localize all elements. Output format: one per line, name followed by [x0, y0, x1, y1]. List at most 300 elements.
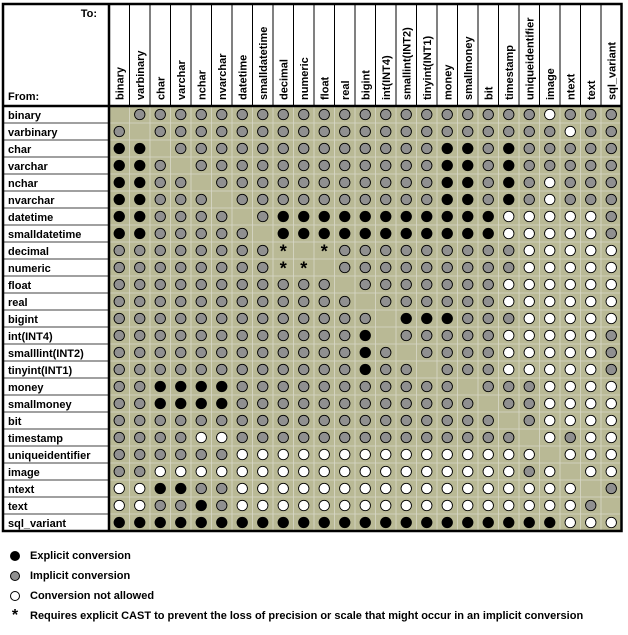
circle-icon: [8, 569, 22, 583]
implicit-conversion-dot: [114, 415, 124, 425]
row-label: sql_variant: [8, 518, 67, 530]
conversion-not-allowed-dot: [463, 449, 473, 459]
legend-label: Conversion not allowed: [30, 590, 155, 602]
conversion-not-allowed-dot: [504, 211, 514, 221]
explicit-conversion-dot: [217, 398, 227, 408]
implicit-conversion-dot: [217, 330, 227, 340]
implicit-conversion-dot: [319, 313, 329, 323]
explicit-conversion-dot: [135, 228, 145, 238]
conversion-not-allowed-dot: [606, 296, 616, 306]
explicit-conversion-dot: [483, 228, 493, 238]
implicit-conversion-dot: [545, 143, 555, 153]
implicit-conversion-dot: [217, 177, 227, 187]
conversion-not-allowed-dot: [524, 296, 534, 306]
implicit-conversion-dot: [114, 466, 124, 476]
column-header-label: smallint(INT2): [401, 27, 414, 100]
conversion-not-allowed-dot: [422, 500, 432, 510]
implicit-conversion-dot: [176, 177, 186, 187]
explicit-conversion-dot: [463, 194, 473, 204]
implicit-conversion-dot: [463, 313, 473, 323]
implicit-conversion-dot: [196, 279, 206, 289]
row-label: ntext: [8, 484, 35, 496]
conversion-not-allowed-dot: [401, 466, 411, 476]
implicit-conversion-dot: [442, 109, 452, 119]
implicit-conversion-dot: [442, 262, 452, 272]
star-symbol: *: [11, 607, 19, 624]
explicit-conversion-dot: [545, 517, 555, 527]
explicit-conversion-dot: [114, 160, 124, 170]
conversion-not-allowed-dot: [442, 483, 452, 493]
implicit-conversion-dot: [217, 160, 227, 170]
explicit-conversion-dot: [381, 517, 391, 527]
implicit-conversion-dot: [319, 279, 329, 289]
implicit-conversion-dot: [217, 483, 227, 493]
implicit-conversion-dot: [381, 262, 391, 272]
explicit-conversion-dot: [422, 228, 432, 238]
implicit-conversion-dot: [401, 143, 411, 153]
explicit-conversion-dot: [360, 364, 370, 374]
implicit-conversion-dot: [545, 160, 555, 170]
conversion-not-allowed-dot: [586, 313, 596, 323]
implicit-conversion-dot: [176, 245, 186, 255]
implicit-conversion-dot: [237, 381, 247, 391]
conversion-not-allowed-dot: [155, 466, 165, 476]
explicit-conversion-dot: [401, 517, 411, 527]
row-label: text: [8, 501, 28, 513]
implicit-conversion-dot: [196, 143, 206, 153]
conversion-not-allowed-dot: [586, 296, 596, 306]
implicit-conversion-dot: [524, 160, 534, 170]
conversion-not-allowed-dot: [606, 245, 616, 255]
implicit-conversion-dot: [381, 245, 391, 255]
explicit-conversion-dot: [155, 517, 165, 527]
implicit-conversion-dot: [135, 347, 145, 357]
explicit-cast-star: *: [279, 258, 287, 279]
implicit-conversion-dot: [463, 126, 473, 136]
implicit-conversion-dot: [422, 432, 432, 442]
implicit-conversion-dot: [176, 262, 186, 272]
column-header-label: bit: [483, 86, 496, 100]
explicit-conversion-dot: [176, 517, 186, 527]
conversion-not-allowed-dot: [545, 245, 555, 255]
conversion-not-allowed-dot: [606, 313, 616, 323]
conversion-not-allowed-dot: [504, 279, 514, 289]
implicit-conversion-dot: [340, 432, 350, 442]
conversion-not-allowed-dot: [586, 364, 596, 374]
implicit-conversion-dot: [155, 228, 165, 238]
column-header-label: float: [319, 76, 332, 100]
explicit-conversion-dot: [299, 228, 309, 238]
row-label: int(INT4): [8, 331, 53, 343]
implicit-conversion-dot: [463, 296, 473, 306]
implicit-conversion-dot: [319, 296, 329, 306]
implicit-conversion-dot: [155, 364, 165, 374]
implicit-conversion-dot: [237, 109, 247, 119]
implicit-conversion-dot: [258, 347, 268, 357]
conversion-not-allowed-dot: [360, 449, 370, 459]
conversion-not-allowed-dot: [545, 279, 555, 289]
conversion-not-allowed-dot: [463, 500, 473, 510]
implicit-conversion-dot: [606, 364, 616, 374]
row-label: real: [8, 297, 28, 309]
explicit-conversion-dot: [114, 194, 124, 204]
implicit-conversion-dot: [176, 296, 186, 306]
conversion-not-allowed-dot: [606, 449, 616, 459]
implicit-conversion-dot: [606, 211, 616, 221]
implicit-conversion-dot: [176, 211, 186, 221]
implicit-conversion-dot: [237, 279, 247, 289]
implicit-conversion-dot: [319, 126, 329, 136]
implicit-conversion-dot: [401, 432, 411, 442]
explicit-conversion-dot: [442, 211, 452, 221]
conversion-not-allowed-dot: [524, 347, 534, 357]
implicit-conversion-dot: [422, 245, 432, 255]
row-label: tinyint(INT1): [8, 365, 73, 377]
conversion-not-allowed-dot: [545, 415, 555, 425]
implicit-conversion-dot: [176, 126, 186, 136]
explicit-conversion-dot: [422, 313, 432, 323]
implicit-conversion-dot: [217, 126, 227, 136]
column-header-label: numeric: [298, 57, 311, 100]
implicit-conversion-dot: [196, 296, 206, 306]
implicit-conversion-dot: [586, 500, 596, 510]
implicit-conversion-dot: [278, 364, 288, 374]
explicit-conversion-dot: [176, 398, 186, 408]
implicit-conversion-dot: [196, 330, 206, 340]
implicit-conversion-dot: [340, 160, 350, 170]
row-label: smalllint(INT2): [8, 348, 84, 360]
implicit-conversion-dot: [258, 211, 268, 221]
implicit-conversion-dot: [381, 279, 391, 289]
explicit-conversion-dot: [114, 143, 124, 153]
implicit-conversion-dot: [135, 245, 145, 255]
conversion-not-allowed-dot: [463, 483, 473, 493]
explicit-conversion-dot: [176, 381, 186, 391]
implicit-conversion-dot: [340, 109, 350, 119]
implicit-conversion-dot: [381, 177, 391, 187]
implicit-conversion-dot: [524, 194, 534, 204]
implicit-conversion-dot: [176, 279, 186, 289]
implicit-conversion-dot: [258, 381, 268, 391]
explicit-conversion-dot: [504, 160, 514, 170]
implicit-conversion-dot: [606, 109, 616, 119]
explicit-conversion-dot: [463, 228, 473, 238]
conversion-not-allowed-dot: [360, 466, 370, 476]
conversion-not-allowed-dot: [381, 466, 391, 476]
conversion-not-allowed-dot: [586, 432, 596, 442]
column-header-label: text: [585, 80, 598, 100]
row-label: bigint: [8, 314, 38, 326]
explicit-conversion-dot: [155, 381, 165, 391]
conversion-not-allowed-dot: [278, 483, 288, 493]
explicit-conversion-dot: [135, 177, 145, 187]
implicit-conversion-dot: [340, 330, 350, 340]
implicit-conversion-dot: [299, 279, 309, 289]
conversion-not-allowed-dot: [565, 228, 575, 238]
implicit-conversion-dot: [524, 126, 534, 136]
implicit-conversion-dot: [299, 109, 309, 119]
column-header-label: sql_variant: [606, 41, 619, 100]
implicit-conversion-dot: [340, 381, 350, 391]
row-label: uniqueidentifier: [8, 450, 91, 462]
conversion-not-allowed-dot: [524, 228, 534, 238]
implicit-conversion-dot: [524, 109, 534, 119]
implicit-conversion-dot: [442, 398, 452, 408]
explicit-cast-star: *: [320, 241, 328, 262]
conversion-not-allowed-dot: [606, 262, 616, 272]
implicit-conversion-dot: [217, 313, 227, 323]
implicit-conversion-dot: [155, 415, 165, 425]
implicit-conversion-dot: [114, 245, 124, 255]
conversion-not-allowed-dot: [545, 313, 555, 323]
implicit-conversion-dot: [196, 211, 206, 221]
conversion-not-allowed-dot: [258, 500, 268, 510]
explicit-cast-star: *: [279, 241, 287, 262]
implicit-conversion-dot: [114, 126, 124, 136]
implicit-conversion-dot: [524, 143, 534, 153]
implicit-conversion-dot: [360, 109, 370, 119]
implicit-conversion-dot: [442, 245, 452, 255]
implicit-conversion-dot: [196, 415, 206, 425]
implicit-conversion-dot: [319, 330, 329, 340]
implicit-conversion-dot: [381, 143, 391, 153]
from-label: From:: [8, 91, 40, 103]
implicit-conversion-dot: [442, 126, 452, 136]
implicit-conversion-dot: [155, 330, 165, 340]
conversion-not-allowed-dot: [565, 330, 575, 340]
implicit-conversion-dot: [237, 228, 247, 238]
conversion-not-allowed-dot: [565, 279, 575, 289]
implicit-conversion-dot: [217, 262, 227, 272]
explicit-conversion-dot: [135, 517, 145, 527]
implicit-conversion-dot: [401, 330, 411, 340]
conversion-not-allowed-dot: [319, 466, 329, 476]
implicit-conversion-dot: [442, 296, 452, 306]
row-label: smallmoney: [8, 399, 72, 411]
implicit-conversion-dot: [422, 296, 432, 306]
conversion-not-allowed-dot: [196, 466, 206, 476]
legend: [8, 546, 618, 626]
column-header-label: uniqueidentifier: [524, 17, 537, 100]
conversion-not-allowed-dot: [504, 347, 514, 357]
implicit-conversion-dot: [340, 415, 350, 425]
implicit-conversion-dot: [196, 262, 206, 272]
conversion-not-allowed-dot: [237, 449, 247, 459]
explicit-conversion-dot: [319, 228, 329, 238]
conversion-not-allowed-dot: [545, 483, 555, 493]
implicit-conversion-dot: [176, 500, 186, 510]
implicit-conversion-dot: [135, 313, 145, 323]
implicit-conversion-dot: [606, 194, 616, 204]
explicit-conversion-dot: [504, 194, 514, 204]
explicit-conversion-dot: [340, 517, 350, 527]
implicit-conversion-dot: [237, 347, 247, 357]
conversion-not-allowed-dot: [483, 466, 493, 476]
column-header-label: ntext: [565, 73, 578, 100]
conversion-not-allowed-dot: [545, 296, 555, 306]
implicit-conversion-dot: [258, 432, 268, 442]
row-label: nvarchar: [8, 195, 55, 207]
conversion-not-allowed-dot: [586, 347, 596, 357]
conversion-not-allowed-dot: [524, 279, 534, 289]
conversion-not-allowed-dot: [401, 500, 411, 510]
implicit-conversion-dot: [586, 177, 596, 187]
conversion-not-allowed-dot: [586, 211, 596, 221]
conversion-not-allowed-dot: [586, 262, 596, 272]
legend-item-notallowed: [8, 586, 618, 606]
implicit-conversion-dot: [545, 126, 555, 136]
conversion-not-allowed-dot: [504, 483, 514, 493]
implicit-conversion-dot: [258, 245, 268, 255]
implicit-conversion-dot: [483, 364, 493, 374]
implicit-conversion-dot: [155, 296, 165, 306]
conversion-not-allowed-dot: [545, 347, 555, 357]
implicit-conversion-dot: [299, 177, 309, 187]
implicit-conversion-dot: [381, 126, 391, 136]
conversion-not-allowed-dot: [237, 466, 247, 476]
implicit-conversion-dot: [504, 245, 514, 255]
implicit-conversion-dot: [319, 109, 329, 119]
conversion-not-allowed-dot: [586, 415, 596, 425]
implicit-conversion-dot: [442, 364, 452, 374]
implicit-conversion-dot: [319, 347, 329, 357]
implicit-conversion-dot: [237, 296, 247, 306]
row-label: binary: [8, 110, 42, 122]
implicit-conversion-dot: [217, 449, 227, 459]
row-label: money: [8, 382, 44, 394]
conversion-not-allowed-dot: [524, 483, 534, 493]
conversion-not-allowed-dot: [196, 432, 206, 442]
conversion-not-allowed-dot: [319, 500, 329, 510]
row-label: bit: [8, 416, 22, 428]
column-header-label: real: [339, 80, 352, 100]
explicit-conversion-dot: [217, 517, 227, 527]
implicit-conversion-dot: [114, 364, 124, 374]
implicit-conversion-dot: [422, 398, 432, 408]
explicit-conversion-dot: [442, 194, 452, 204]
explicit-conversion-dot: [135, 194, 145, 204]
conversion-not-allowed-dot: [299, 449, 309, 459]
implicit-conversion-dot: [340, 262, 350, 272]
implicit-conversion-dot: [258, 177, 268, 187]
implicit-conversion-dot: [483, 330, 493, 340]
implicit-conversion-dot: [237, 194, 247, 204]
implicit-conversion-dot: [258, 126, 268, 136]
conversion-not-allowed-dot: [606, 381, 616, 391]
implicit-conversion-dot: [114, 296, 124, 306]
implicit-conversion-dot: [463, 245, 473, 255]
implicit-conversion-dot: [504, 126, 514, 136]
conversion-not-allowed-dot: [176, 466, 186, 476]
implicit-conversion-dot: [278, 177, 288, 187]
conversion-not-allowed-dot: [586, 449, 596, 459]
implicit-conversion-dot: [114, 262, 124, 272]
implicit-conversion-dot: [196, 194, 206, 204]
implicit-conversion-dot: [463, 415, 473, 425]
implicit-conversion-dot: [381, 415, 391, 425]
explicit-conversion-dot: [319, 211, 329, 221]
implicit-conversion-dot: [155, 432, 165, 442]
implicit-conversion-dot: [278, 313, 288, 323]
implicit-conversion-dot: [524, 415, 534, 425]
implicit-conversion-dot: [360, 313, 370, 323]
implicit-conversion-dot: [565, 177, 575, 187]
conversion-not-allowed-dot: [381, 483, 391, 493]
implicit-conversion-dot: [319, 364, 329, 374]
implicit-conversion-dot: [196, 364, 206, 374]
implicit-conversion-dot: [155, 500, 165, 510]
to-label: To:: [80, 8, 97, 20]
implicit-conversion-dot: [217, 143, 227, 153]
column-header-label: nchar: [196, 70, 209, 100]
conversion-not-allowed-dot: [586, 381, 596, 391]
implicit-conversion-dot: [196, 109, 206, 119]
implicit-conversion-dot: [176, 143, 186, 153]
implicit-conversion-dot: [278, 279, 288, 289]
conversion-not-allowed-dot: [565, 483, 575, 493]
implicit-conversion-dot: [196, 245, 206, 255]
explicit-conversion-dot: [114, 177, 124, 187]
implicit-conversion-dot: [299, 347, 309, 357]
conversion-not-allowed-dot: [545, 364, 555, 374]
implicit-conversion-dot: [258, 262, 268, 272]
implicit-conversion-dot: [176, 313, 186, 323]
implicit-conversion-dot: [483, 279, 493, 289]
conversion-not-allowed-dot: [565, 381, 575, 391]
explicit-cast-star: *: [300, 258, 308, 279]
implicit-conversion-dot: [504, 432, 514, 442]
implicit-conversion-dot: [135, 279, 145, 289]
column-header-label: binary: [114, 66, 127, 100]
conversion-not-allowed-dot: [565, 364, 575, 374]
implicit-conversion-dot: [360, 398, 370, 408]
conversion-not-allowed-dot: [422, 449, 432, 459]
implicit-conversion-dot: [135, 262, 145, 272]
legend-label: Requires explicit CAST to prevent the loss of precision or scale that might occur in an implicit conversion: [30, 610, 584, 622]
conversion-not-allowed-dot: [606, 398, 616, 408]
row-label: image: [8, 467, 40, 479]
implicit-conversion-dot: [299, 126, 309, 136]
implicit-conversion-dot: [135, 466, 145, 476]
row-label: nchar: [8, 178, 38, 190]
conversion-not-allowed-dot: [565, 211, 575, 221]
implicit-conversion-dot: [360, 381, 370, 391]
explicit-conversion-dot: [340, 228, 350, 238]
implicit-conversion-dot: [155, 160, 165, 170]
legend-item-implicit: [8, 566, 618, 586]
explicit-conversion-dot: [278, 228, 288, 238]
conversion-not-allowed-dot: [586, 398, 596, 408]
conversion-not-allowed-dot: [545, 466, 555, 476]
explicit-conversion-dot: [278, 517, 288, 527]
conversion-not-allowed-dot: [565, 262, 575, 272]
conversion-not-allowed-dot: [524, 500, 534, 510]
conversion-not-allowed-dot: [504, 330, 514, 340]
conversion-not-allowed-dot: [586, 330, 596, 340]
explicit-conversion-dot: [463, 160, 473, 170]
conversion-not-allowed-dot: [524, 313, 534, 323]
implicit-conversion-dot: [483, 415, 493, 425]
conversion-not-allowed-dot: [483, 500, 493, 510]
implicit-conversion-dot: [422, 143, 432, 153]
explicit-conversion-dot: [258, 517, 268, 527]
implicit-conversion-dot: [422, 262, 432, 272]
implicit-conversion-dot: [483, 143, 493, 153]
implicit-conversion-dot: [422, 279, 432, 289]
explicit-conversion-dot: [340, 211, 350, 221]
implicit-conversion-dot: [401, 279, 411, 289]
explicit-conversion-dot: [155, 483, 165, 493]
